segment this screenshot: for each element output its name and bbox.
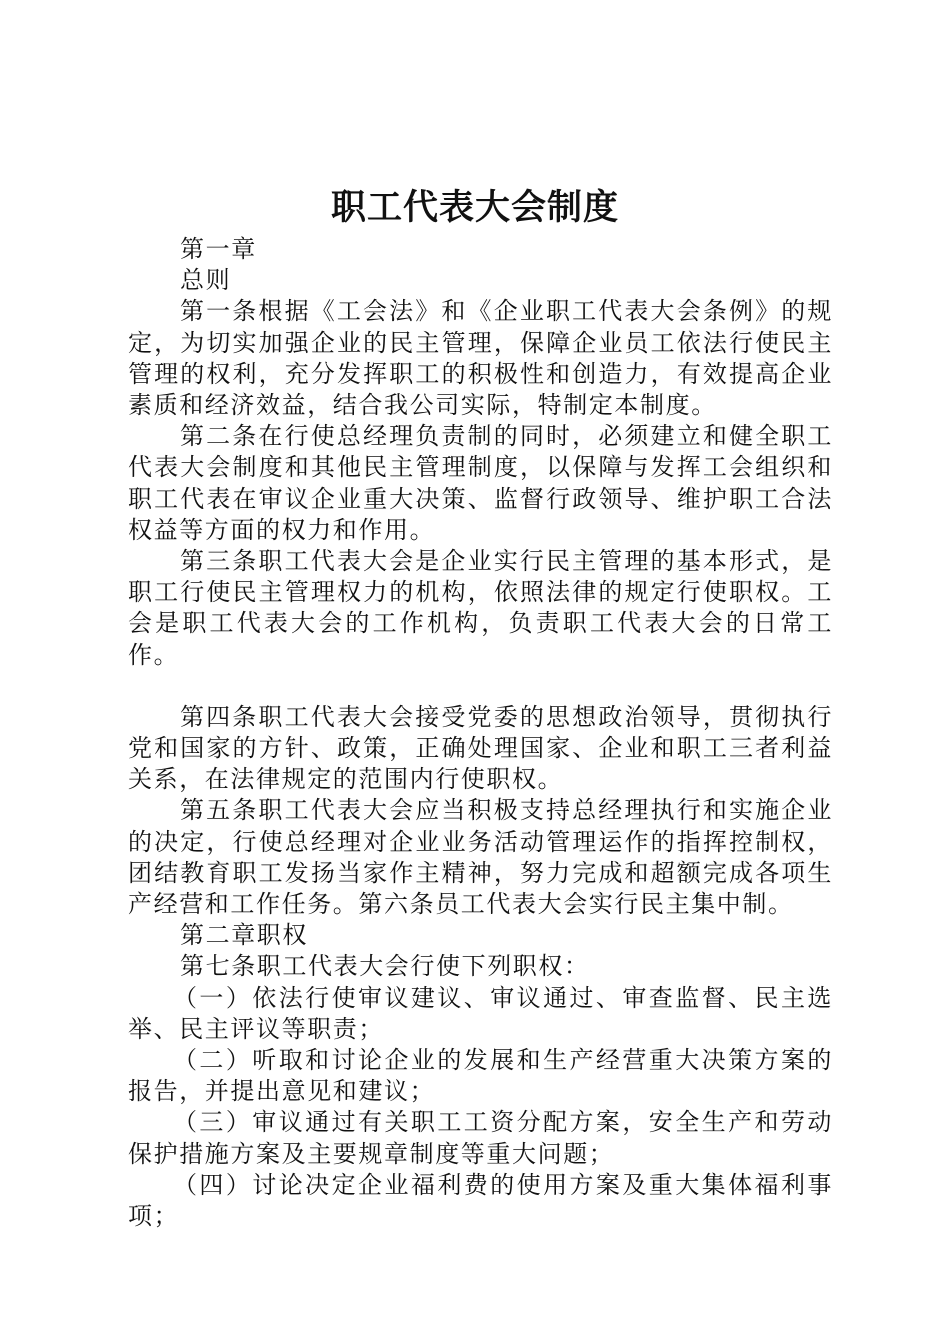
article-7: 第七条职工代表大会行使下列职权：: [180, 952, 590, 981]
duty-item-4: （四）讨论决定企业福利费的使用方案及重大集体福利事项；: [128, 1170, 833, 1231]
article-4: 第四条职工代表大会接受党委的思想政治领导，贯彻执行党和国家的方针、政策，正确处理国家、企业和职工三者利益关系，在法律规定的范围内行使职权。: [128, 702, 833, 794]
document-body: [128, 234, 833, 1232]
article-1: 第一条根据《工会法》和《企业职工代表大会条例》的规定，为切实加强企业的民主管理，保障企业员工依法行使民主管理的权利，充分发挥职工的积极性和创造力，有效提高企业素质和经济效益，结合我公司实际，特制定本制度。: [128, 297, 833, 420]
blank-line: [128, 671, 833, 702]
article-3: 第三条职工代表大会是企业实行民主管理的基本形式，是职工行使民主管理权力的机构，依照法律的规定行使职权。工会是职工代表大会的工作机构，负责职工代表大会的日常工作。: [128, 547, 833, 669]
chapter-subheading: 总则: [180, 266, 232, 295]
chapter-heading: 第一章: [180, 235, 257, 263]
article-2: 第二条在行使总经理负责制的同时，必须建立和健全职工代表大会制度和其他民主管理制度，以保障与发挥工会组织和职工代表在审议企业重大决策、监督行政领导、维护职工合法权益等方面的权力和作用。: [128, 422, 833, 544]
duty-item-1: （一）依法行使审议建议、审议通过、审查监督、民主选举、民主评议等职责；: [128, 983, 833, 1043]
document-title: 职工代表大会制度: [330, 188, 619, 228]
chapter-2-heading: 第二章职权: [180, 921, 308, 950]
duty-item-2: （二）听取和讨论企业的发展和生产经营重大决策方案的报告，并提出意见和建议；: [128, 1046, 833, 1106]
article-5-6: 第五条职工代表大会应当积极支持总经理执行和实施企业的决定，行使总经理对企业业务活动管理运作的指挥控制权，团结教育职工发扬当家作主精神，努力完成和超额完成各项生产经营和工作任务。第六条员工代表大会实行民主集中制。: [128, 796, 833, 919]
duty-item-3: （三）审议通过有关职工工资分配方案，安全生产和劳动保护措施方案及主要规章制度等重大问题；: [128, 1108, 833, 1168]
